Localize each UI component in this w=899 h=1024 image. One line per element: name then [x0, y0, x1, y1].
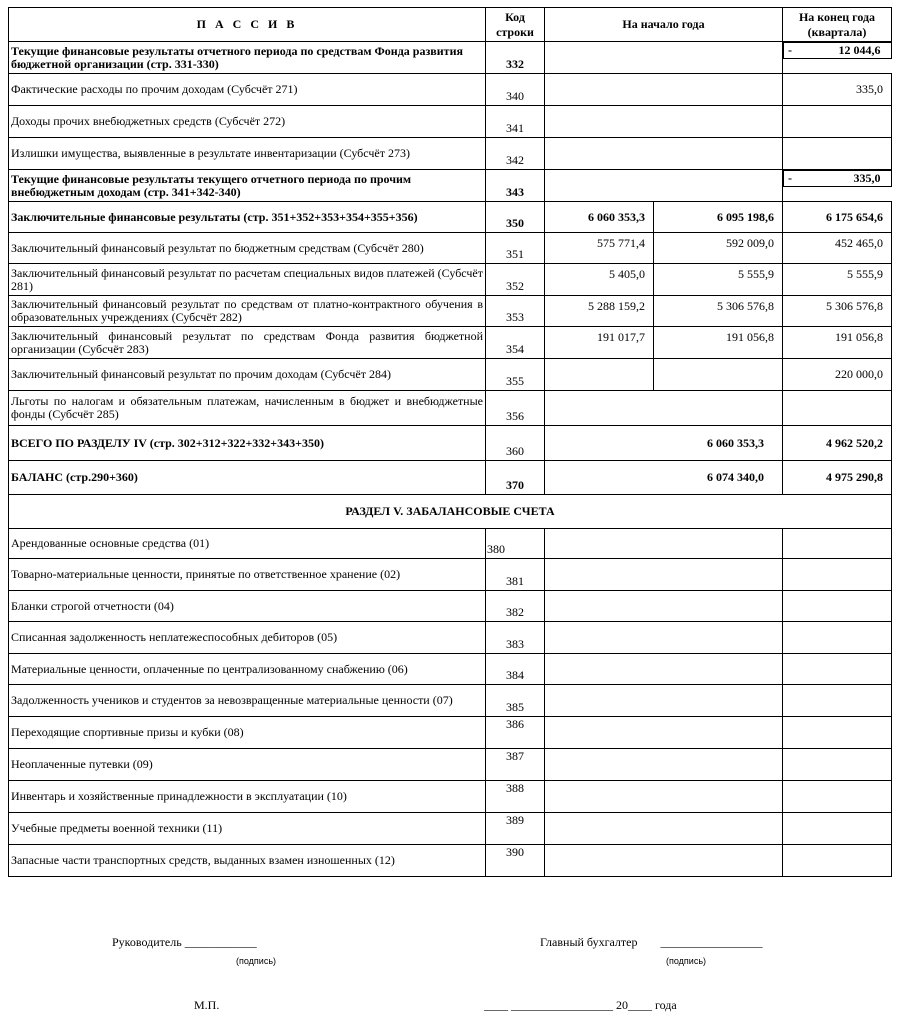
passive-balance-table [8, 7, 892, 877]
row-name: Заключительный финансовый результат по расчетам специальных видов платежей (Субсчёт 281) [9, 264, 486, 296]
row-name: Излишки имущества, выявленные в результате инвентаризации (Субсчёт 273) [9, 138, 486, 170]
row-code: 354 [486, 327, 545, 359]
row-value-end: 191 056,8 [783, 327, 892, 359]
table-row [9, 106, 892, 138]
row-name: Льготы по налогам и обязательным платежам, начисленным в бюджет и внебюджетные фонды (Субсчёт 285) [9, 391, 486, 426]
row-value-end: 5 555,9 [783, 264, 892, 296]
offbalance-value-end [783, 559, 892, 591]
table-row [9, 202, 892, 233]
offbalance-value-begin [545, 654, 783, 685]
offbalance-code: 382 [486, 591, 545, 622]
row-name: Текущие финансовые результаты текущего отчетного периода по прочим внебюджетным доходам (стр. 341+342-340) [9, 170, 486, 202]
offbalance-code: 385 [486, 685, 545, 717]
row-value-end [783, 138, 892, 170]
row-value-end [783, 42, 892, 59]
offbalance-name: Задолженность учеников и студентов за невозвращенные материальные ценности (07) [9, 685, 486, 717]
row-name: БАЛАНС (стр.290+360) [9, 461, 486, 495]
row-value-end: 6 175 654,6 [783, 202, 892, 233]
row-value-begin [545, 359, 654, 391]
row-value-begin [545, 391, 783, 426]
offbalance-code: 386 [486, 717, 545, 749]
offbalance-name: Неоплаченные путевки (09) [9, 749, 486, 781]
offbalance-value-end [783, 685, 892, 717]
row-code: 353 [486, 296, 545, 327]
row-value-begin-2: 5 555,9 [654, 264, 783, 296]
row-code: 340 [486, 74, 545, 106]
offbalance-value-begin [545, 813, 783, 845]
table-row [9, 233, 892, 264]
table-row [9, 426, 892, 461]
row-code: 360 [486, 426, 545, 461]
offbalance-value-begin [545, 559, 783, 591]
col-header-end [783, 8, 892, 42]
offbalance-name: Товарно-материальные ценности, принятые по ответственное хранение (02) [9, 559, 486, 591]
row-code: 342 [486, 138, 545, 170]
col-header-end-line1: На конец года [798, 9, 876, 24]
col-header-code [486, 8, 545, 42]
offbalance-value-end [783, 591, 892, 622]
row-value-begin [545, 106, 783, 138]
offbalance-value-begin [545, 622, 783, 654]
table-row [9, 170, 892, 202]
offbalance-value-begin [545, 781, 783, 813]
offbalance-value-begin [545, 685, 783, 717]
row-value-begin-2: 592 009,0 [654, 233, 783, 264]
row-code: 341 [486, 106, 545, 138]
offbalance-name: Материальные ценности, оплаченные по централизованному снабжению (06) [9, 654, 486, 685]
offbalance-code: 387 [486, 749, 545, 781]
row-value-begin [545, 42, 783, 74]
col-header-code-line1: Код [505, 9, 525, 24]
row-value-end: 220 000,0 [783, 359, 892, 391]
row-code: 370 [486, 461, 545, 495]
row-value-end: 335,0 [783, 74, 892, 106]
accountant-label: Главный бухгалтер [540, 935, 638, 949]
offbalance-code: 388 [486, 781, 545, 813]
row-value-end [783, 391, 892, 426]
row-name: Заключительный финансовый результат по бюджетным средствам (Субсчёт 280) [9, 233, 486, 264]
offbalance-code: 389 [486, 813, 545, 845]
col-header-passive: П А С С И В [9, 8, 486, 42]
row-value-begin-2 [654, 359, 783, 391]
table-row [9, 359, 892, 391]
row-code: 356 [486, 391, 545, 426]
row-value-end: 452 465,0 [783, 233, 892, 264]
offbalance-code: 390 [486, 845, 545, 877]
row-value-begin [545, 74, 783, 106]
row-value-begin-2: 5 306 576,8 [654, 296, 783, 327]
offbalance-value-end [783, 749, 892, 781]
offbalance-row [9, 813, 892, 845]
stamp-label: М.П. [194, 998, 220, 1012]
offbalance-value-begin [545, 591, 783, 622]
offbalance-name: Запасные части транспортных средств, выданных взамен изношенных (12) [9, 845, 486, 877]
row-value-begin: 575 771,4 [545, 233, 654, 264]
row-value-begin: 6 074 340,0 [545, 461, 783, 495]
row-name: Заключительный финансовый результат по прочим доходам (Субсчёт 284) [9, 359, 486, 391]
offbalance-row [9, 559, 892, 591]
row-code: 332 [486, 42, 545, 74]
offbalance-name: Арендованные основные средства (01) [9, 529, 486, 559]
offbalance-name: Учебные предметы военной техники (11) [9, 813, 486, 845]
section-5-title: РАЗДЕЛ V. ЗАБАЛАНСОВЫЕ СЧЕТА [9, 495, 892, 529]
offbalance-row [9, 717, 892, 749]
offbalance-name: Списанная задолженность неплатежеспособных дебиторов (05) [9, 622, 486, 654]
offbalance-code: 384 [486, 654, 545, 685]
row-value-end-number: 335,0 [853, 171, 881, 185]
row-value-begin: 6 060 353,3 [545, 202, 654, 233]
table-row [9, 461, 892, 495]
head-label: Руководитель [112, 935, 182, 949]
row-value-begin [545, 138, 783, 170]
row-value-begin [545, 170, 783, 202]
head-signature-line: ____________ [184, 935, 257, 949]
offbalance-row [9, 781, 892, 813]
accountant-signature-line: _________________ [660, 935, 763, 949]
offbalance-row [9, 749, 892, 781]
offbalance-row [9, 685, 892, 717]
offbalance-value-end [783, 813, 892, 845]
row-value-begin-2: 6 095 198,6 [654, 202, 783, 233]
offbalance-value-begin [545, 717, 783, 749]
offbalance-row [9, 529, 892, 559]
row-value-end-number: 12 044,6 [838, 43, 881, 57]
row-name: ВСЕГО ПО РАЗДЕЛУ IV (стр. 302+312+322+332+343+350) [9, 426, 486, 461]
offbalance-value-end [783, 781, 892, 813]
table-row [9, 327, 892, 359]
offbalance-code: 380 [486, 529, 545, 559]
table-row [9, 138, 892, 170]
dash-mark: - [788, 171, 792, 185]
col-header-end-line2: (квартала) [807, 24, 867, 39]
col-header-code-line2: строки [496, 24, 534, 39]
table-row [9, 391, 892, 426]
offbalance-value-begin [545, 749, 783, 781]
offbalance-row [9, 654, 892, 685]
table-row [9, 74, 892, 106]
offbalance-name: Бланки строгой отчетности (04) [9, 591, 486, 622]
table-row [9, 296, 892, 327]
date-line: ____ _________________ 20____ года [484, 998, 677, 1012]
row-name: Доходы прочих внебюджетных средств (Субсчёт 272) [9, 106, 486, 138]
row-value-begin: 191 017,7 [545, 327, 654, 359]
offbalance-code: 381 [486, 559, 545, 591]
accountant-signature [540, 935, 762, 950]
row-value-end: 4 975 290,8 [783, 461, 892, 495]
row-code: 343 [486, 170, 545, 202]
row-code: 350 [486, 202, 545, 233]
offbalance-row [9, 591, 892, 622]
row-value-begin-2: 191 056,8 [654, 327, 783, 359]
offbalance-value-begin [545, 845, 783, 877]
offbalance-code: 383 [486, 622, 545, 654]
table-row [9, 264, 892, 296]
head-signature-hint: (подпись) [236, 956, 277, 966]
offbalance-value-end [783, 717, 892, 749]
section-header-row [9, 495, 892, 529]
col-header-begin: На начало года [545, 8, 783, 42]
row-value-end [783, 170, 892, 187]
table-header-row [9, 8, 892, 42]
row-value-begin: 6 060 353,3 [545, 426, 783, 461]
row-name: Заключительный финансовый результат по средствам от платно-контрактного обучения в образовательных учреждениях (Субсчёт 282) [9, 296, 486, 327]
offbalance-value-end [783, 654, 892, 685]
row-code: 352 [486, 264, 545, 296]
offbalance-value-end [783, 845, 892, 877]
row-code: 351 [486, 233, 545, 264]
row-name: Заключительный финансовый результат по средствам Фонда развития бюджетной организации (Субсчёт 283) [9, 327, 486, 359]
dash-mark: - [788, 43, 792, 57]
offbalance-value-end [783, 622, 892, 654]
offbalance-row [9, 622, 892, 654]
row-name: Текущие финансовые результаты отчетного периода по средствам Фонда развития бюджетной организации (стр. 331-330) [9, 42, 486, 74]
row-value-begin: 5 405,0 [545, 264, 654, 296]
row-code: 355 [486, 359, 545, 391]
accountant-signature-hint: (подпись) [666, 956, 707, 966]
head-signature [112, 935, 257, 950]
row-value-end: 4 962 520,2 [783, 426, 892, 461]
offbalance-value-begin [545, 529, 783, 559]
row-value-end: 5 306 576,8 [783, 296, 892, 327]
row-value-end [783, 106, 892, 138]
offbalance-row [9, 845, 892, 877]
row-name: Фактические расходы по прочим доходам (Субсчёт 271) [9, 74, 486, 106]
offbalance-name: Переходящие спортивные призы и кубки (08) [9, 717, 486, 749]
row-value-begin: 5 288 159,2 [545, 296, 654, 327]
offbalance-name: Инвентарь и хозяйственные принадлежности в эксплуатации (10) [9, 781, 486, 813]
row-name: Заключительные финансовые результаты (стр. 351+352+353+354+355+356) [9, 202, 486, 233]
table-row [9, 42, 892, 74]
offbalance-value-end [783, 529, 892, 559]
